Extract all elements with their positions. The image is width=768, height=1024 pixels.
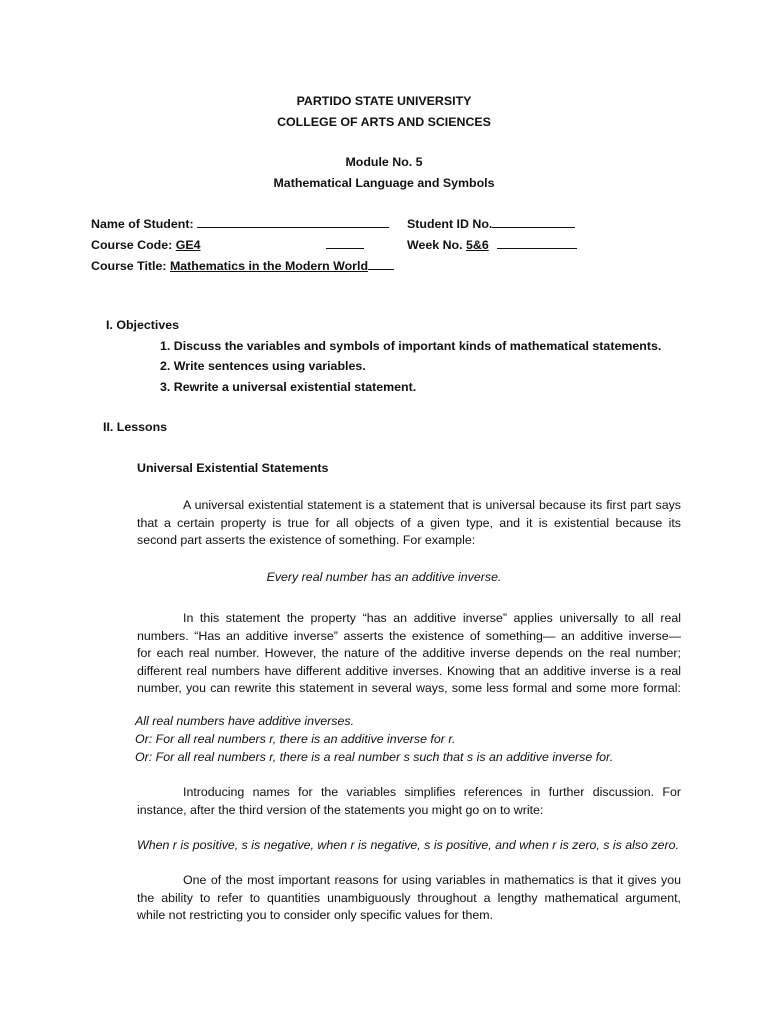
module-title: Mathematical Language and Symbols <box>273 176 495 190</box>
paragraph-2-line: number, you can rewrite this statement in several ways, some less formal and some more formal: <box>137 681 681 695</box>
paragraph-2-line: numbers. “Has an additive inverse” asserts the existence of something— an additive inverse— <box>137 628 681 643</box>
paragraph-4-line: the ability to refer to quantities unambiguously throughout a lengthy mathematical argument, <box>137 890 681 905</box>
student-name-label: Name of Student: <box>91 217 194 231</box>
student-id-field <box>407 216 575 231</box>
paragraph-4 <box>137 872 681 925</box>
paragraph-4-line: while not restricting you to consider only specific values for them. <box>137 908 494 922</box>
course-title-label: Course Title: <box>91 259 167 273</box>
course-code-field <box>91 237 364 252</box>
university-name: PARTIDO STATE UNIVERSITY <box>296 94 472 108</box>
week-value: 5&6 <box>466 238 489 252</box>
paragraph-4-line: One of the most important reasons for using variables in mathematics is that it gives you <box>183 873 681 887</box>
student-name-field <box>91 216 389 231</box>
paragraph-2-line: In this statement the property “has an additive inverse” applies universally to all real <box>183 611 681 625</box>
rewrite-line-3: Or: For all real numbers r, there is a real number s such that s is an additive inverse for. <box>135 750 614 764</box>
week-field <box>407 237 577 252</box>
rewrite-line-2: Or: For all real numbers r, there is an additive inverse for r. <box>135 732 456 746</box>
objectives-heading: I. Objectives <box>106 318 180 332</box>
college-name: COLLEGE OF ARTS AND SCIENCES <box>277 115 491 129</box>
paragraph-3 <box>137 784 681 819</box>
lessons-heading: II. Lessons <box>103 420 168 434</box>
objective-item-3: 3. Rewrite a universal existential statement. <box>160 380 417 394</box>
paragraph-2-line: different real numbers have different additive inverses. Knowing that an additive inverse is a real <box>137 663 681 678</box>
course-code-blank <box>326 237 364 249</box>
week-label: Week No. <box>407 238 463 252</box>
lesson-subheading: Universal Existential Statements <box>137 461 329 475</box>
paragraph-2 <box>137 610 681 698</box>
paragraph-1-line: A universal existential statement is a statement that is universal because its first part says <box>183 498 681 512</box>
paragraph-1 <box>137 497 681 550</box>
student-id-label: Student ID No. <box>407 217 493 231</box>
course-title-value: Mathematics in the Modern World <box>169 259 369 273</box>
paragraph-3-example: When r is positive, s is negative, when r is negative, s is positive, and when r is zero, s is also zero. <box>137 838 679 852</box>
student-id-blank <box>492 216 575 228</box>
course-code-label: Course Code: <box>91 238 173 252</box>
rewrite-line-1: All real numbers have additive inverses. <box>135 714 355 728</box>
course-title-blank <box>368 258 394 270</box>
paragraph-3-line: Introducing names for the variables simplifies references in further discussion. For <box>183 785 681 799</box>
course-code-value: GE4 <box>175 238 201 252</box>
module-number: Module No. 5 <box>345 155 423 169</box>
paragraph-2-line: for each real number. However, the nature of the additive inverse depends on the real number; <box>137 646 681 660</box>
example-statement: Every real number has an additive inverse. <box>266 570 502 584</box>
course-title-field <box>91 258 394 273</box>
objective-item-2: 2. Write sentences using variables. <box>160 359 366 373</box>
objective-item-1: 1. Discuss the variables and symbols of important kinds of mathematical statements. <box>160 339 662 353</box>
paragraph-1-line: second part asserts the existence of something. For example: <box>137 533 476 547</box>
paragraph-1-line: that a certain property is true for all objects of a given type, and it is existential because its <box>137 515 681 530</box>
student-name-blank <box>197 216 389 228</box>
week-blank <box>497 237 577 249</box>
paragraph-3-line: instance, after the third version of the statements you might go on to write: <box>137 802 544 817</box>
